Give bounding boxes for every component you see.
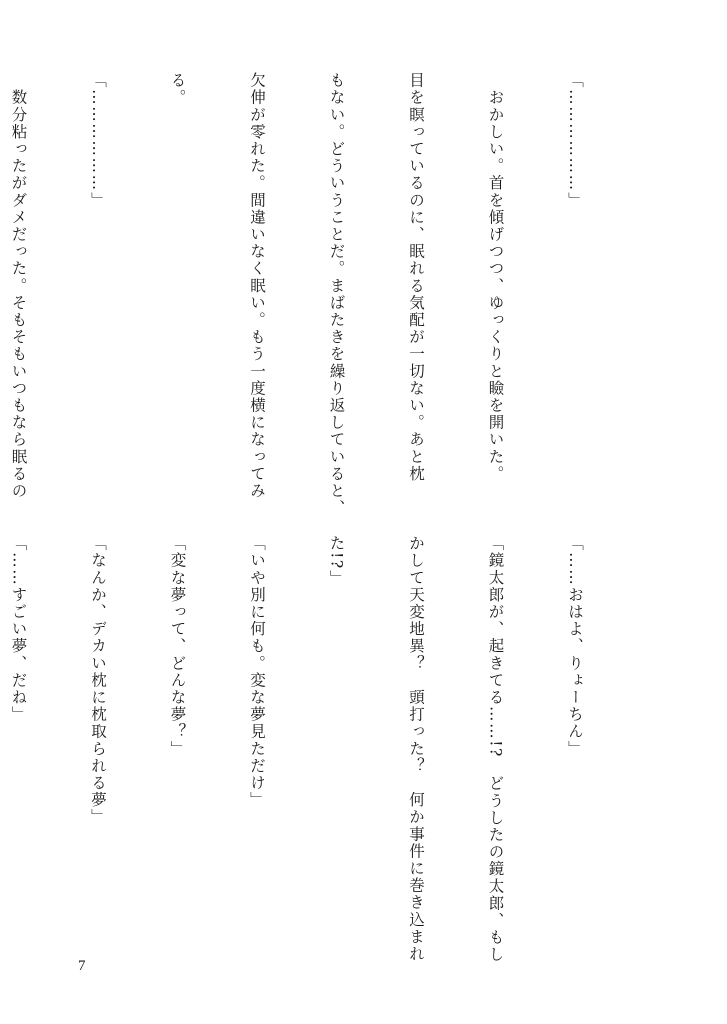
lower-text-block <box>0 535 641 965</box>
text-line: 目を瞑っているのに、眠れる気配が一切ない。あと枕 <box>407 72 425 483</box>
text-line: る。 <box>168 72 187 107</box>
upper-text-block <box>0 72 641 517</box>
text-line: 「……すごい夢、だね」 <box>9 535 28 724</box>
text-line: 「いや別に何も。変な夢見ただけ」 <box>248 535 266 809</box>
text-line: もない。どういうことだ。まばたきを繰り返していると、 <box>327 72 346 517</box>
page-number: 7 <box>78 958 86 974</box>
text-line: おかしい。首を傾げつつ、ゆっくりと瞼を開いた。 <box>486 72 505 483</box>
text-line: 数分粘ったがダメだった。そもそもいつもなら眠るの <box>9 72 28 500</box>
text-line: 欠伸が零れた。間違いなく眠い。もう一度横になってみ <box>248 72 266 500</box>
text-line: 「………………」 <box>566 72 584 209</box>
text-line: 「……おはよ、りょーちん」 <box>566 535 584 758</box>
text-line: 「鏡太郎が、起きてる……!? どうしたの鏡太郎、もし <box>486 535 505 964</box>
text-line: 「………………」 <box>89 72 107 209</box>
text-line: 「変な夢って、どんな夢？」 <box>168 535 187 758</box>
text-line: かして天変地異？ 頭打った？ 何か事件に巻き込まれ <box>407 535 425 963</box>
text-line: た!?」 <box>327 535 346 587</box>
text-line: 「なんか、デカい枕に枕取られる夢」 <box>89 535 107 826</box>
